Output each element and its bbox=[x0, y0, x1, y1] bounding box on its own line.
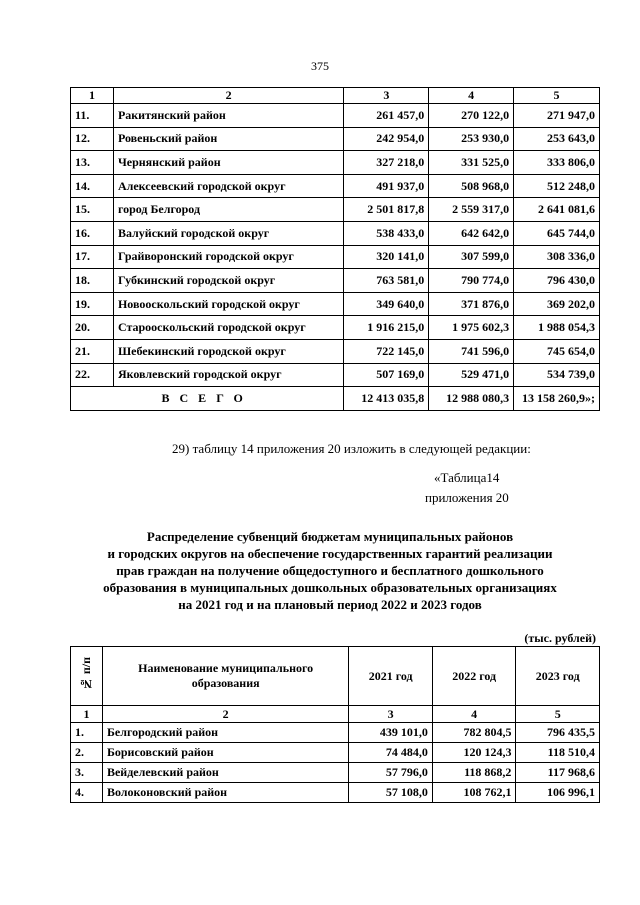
row-value: 74 484,0 bbox=[349, 743, 433, 763]
row-value: 439 101,0 bbox=[349, 723, 433, 743]
row-number: 12. bbox=[71, 127, 114, 151]
total-row bbox=[71, 387, 600, 411]
column-index: 3 bbox=[344, 88, 429, 104]
row-value: 261 457,0 bbox=[344, 104, 429, 128]
row-number: 19. bbox=[71, 292, 114, 316]
row-value: 308 336,0 bbox=[514, 245, 600, 269]
row-name: Чернянский район bbox=[113, 151, 343, 175]
row-value: 796 435,5 bbox=[516, 723, 600, 743]
row-name: Вейделевский район bbox=[102, 763, 348, 783]
row-value: 741 596,0 bbox=[429, 339, 514, 363]
header-year: 2023 год bbox=[516, 647, 600, 706]
row-value: 120 124,3 bbox=[432, 743, 516, 763]
row-value: 1 975 602,3 bbox=[429, 316, 514, 340]
row-value: 763 581,0 bbox=[344, 269, 429, 293]
row-value: 529 471,0 bbox=[429, 363, 514, 387]
title-line: и городских округов на обеспечение государственных гарантий реализации bbox=[107, 546, 553, 561]
row-value: 512 248,0 bbox=[514, 174, 600, 198]
row-name: Белгородский район bbox=[102, 723, 348, 743]
total-value: 12 413 035,8 bbox=[344, 387, 429, 411]
row-value: 333 806,0 bbox=[514, 151, 600, 175]
row-value: 369 202,0 bbox=[514, 292, 600, 316]
table-row bbox=[71, 339, 600, 363]
column-index: 1 bbox=[71, 88, 114, 104]
total-label: ВСЕГО bbox=[71, 387, 344, 411]
row-number: 16. bbox=[71, 221, 114, 245]
table-row bbox=[71, 151, 600, 175]
index-row bbox=[71, 706, 600, 723]
units-label: (тыс. рублей) bbox=[524, 631, 596, 645]
row-value: 642 642,0 bbox=[429, 221, 514, 245]
row-value: 2 559 317,0 bbox=[429, 198, 514, 222]
row-name: город Белгород bbox=[113, 198, 343, 222]
row-number: 4. bbox=[71, 783, 103, 803]
column-index: 5 bbox=[516, 706, 600, 723]
title-line: Распределение субвенций бюджетам муниципальных районов bbox=[146, 529, 514, 544]
row-value: 320 141,0 bbox=[344, 245, 429, 269]
row-name: Валуйский городской округ bbox=[113, 221, 343, 245]
header-number bbox=[71, 647, 103, 706]
row-number: 2. bbox=[71, 743, 103, 763]
row-value: 253 643,0 bbox=[514, 127, 600, 151]
total-value: 12 988 080,3 bbox=[429, 387, 514, 411]
row-number: 13. bbox=[71, 151, 114, 175]
row-value: 108 762,1 bbox=[432, 783, 516, 803]
row-value: 331 525,0 bbox=[429, 151, 514, 175]
row-name: Ровеньский район bbox=[113, 127, 343, 151]
table-reference: «Таблица14 bbox=[434, 470, 500, 485]
column-index: 4 bbox=[429, 88, 514, 104]
row-name: Новооскольский городской округ bbox=[113, 292, 343, 316]
row-value: 1 988 054,3 bbox=[514, 316, 600, 340]
row-number: 3. bbox=[71, 763, 103, 783]
row-value: 722 145,0 bbox=[344, 339, 429, 363]
row-name: Грайворонский городской округ bbox=[113, 245, 343, 269]
header-year: 2021 год bbox=[349, 647, 433, 706]
row-number: 18. bbox=[71, 269, 114, 293]
table-row bbox=[71, 198, 600, 222]
row-value: 538 433,0 bbox=[344, 221, 429, 245]
row-number: 17. bbox=[71, 245, 114, 269]
row-value: 327 218,0 bbox=[344, 151, 429, 175]
row-value: 57 108,0 bbox=[349, 783, 433, 803]
row-name: Шебекинский городской округ bbox=[113, 339, 343, 363]
row-value: 57 796,0 bbox=[349, 763, 433, 783]
row-name: Старооскольский городской округ bbox=[113, 316, 343, 340]
table-header-row bbox=[71, 88, 600, 104]
row-value: 117 968,6 bbox=[516, 763, 600, 783]
table-row bbox=[71, 221, 600, 245]
row-name: Ракитянский район bbox=[113, 104, 343, 128]
total-value: 13 158 260,9»; bbox=[514, 387, 600, 411]
table-row bbox=[71, 743, 600, 763]
table-row bbox=[71, 174, 600, 198]
table-row bbox=[71, 783, 600, 803]
row-value: 253 930,0 bbox=[429, 127, 514, 151]
row-value: 270 122,0 bbox=[429, 104, 514, 128]
row-value: 271 947,0 bbox=[514, 104, 600, 128]
table-row bbox=[71, 269, 600, 293]
table-row bbox=[71, 127, 600, 151]
row-number: 21. bbox=[71, 339, 114, 363]
table-row bbox=[71, 763, 600, 783]
row-value: 242 954,0 bbox=[344, 127, 429, 151]
row-name: Яковлевский городской округ bbox=[113, 363, 343, 387]
page-number: 375 bbox=[311, 59, 329, 73]
row-value: 1 916 215,0 bbox=[344, 316, 429, 340]
row-name: Губкинский городской округ bbox=[113, 269, 343, 293]
table-row bbox=[71, 723, 600, 743]
row-value: 2 641 081,6 bbox=[514, 198, 600, 222]
row-value: 507 169,0 bbox=[344, 363, 429, 387]
title-line: на 2021 год и на плановый период 2022 и 2023 годов bbox=[178, 597, 482, 612]
header-year: 2022 год bbox=[432, 647, 516, 706]
row-number: 20. bbox=[71, 316, 114, 340]
title-line: прав граждан на получение общедоступного и бесплатного дошкольного bbox=[116, 563, 544, 578]
table-header-row bbox=[71, 647, 600, 706]
subsidy-table-14 bbox=[70, 646, 600, 803]
table-row bbox=[71, 363, 600, 387]
column-index: 3 bbox=[349, 706, 433, 723]
row-number: 1. bbox=[71, 723, 103, 743]
table-title bbox=[60, 528, 600, 613]
row-name: Алексеевский городской округ bbox=[113, 174, 343, 198]
row-number: 11. bbox=[71, 104, 114, 128]
row-value: 118 868,2 bbox=[432, 763, 516, 783]
row-value: 790 774,0 bbox=[429, 269, 514, 293]
row-name: Борисовский район bbox=[102, 743, 348, 763]
column-index: 2 bbox=[102, 706, 348, 723]
table-row bbox=[71, 292, 600, 316]
amendment-paragraph: 29) таблицу 14 приложения 20 изложить в следующей редакции: bbox=[172, 441, 531, 456]
row-value: 645 744,0 bbox=[514, 221, 600, 245]
row-value: 508 968,0 bbox=[429, 174, 514, 198]
subsidy-table-continued bbox=[70, 87, 600, 411]
row-name: Волоконовский район bbox=[102, 783, 348, 803]
row-value: 371 876,0 bbox=[429, 292, 514, 316]
row-value: 307 599,0 bbox=[429, 245, 514, 269]
table-row bbox=[71, 104, 600, 128]
row-number: 14. bbox=[71, 174, 114, 198]
header-number-label: № п/п bbox=[78, 656, 93, 692]
column-index: 4 bbox=[432, 706, 516, 723]
row-number: 22. bbox=[71, 363, 114, 387]
row-number: 15. bbox=[71, 198, 114, 222]
row-value: 782 804,5 bbox=[432, 723, 516, 743]
row-value: 106 996,1 bbox=[516, 783, 600, 803]
header-name: Наименование муниципального образования bbox=[102, 647, 348, 706]
row-value: 534 739,0 bbox=[514, 363, 600, 387]
appendix-reference: приложения 20 bbox=[425, 490, 509, 505]
row-value: 349 640,0 bbox=[344, 292, 429, 316]
table-row bbox=[71, 316, 600, 340]
table-row bbox=[71, 245, 600, 269]
row-value: 745 654,0 bbox=[514, 339, 600, 363]
column-index: 5 bbox=[514, 88, 600, 104]
row-value: 2 501 817,8 bbox=[344, 198, 429, 222]
row-value: 118 510,4 bbox=[516, 743, 600, 763]
column-index: 1 bbox=[71, 706, 103, 723]
title-line: образования в муниципальных дошкольных образовательных организациях bbox=[103, 580, 557, 595]
row-value: 796 430,0 bbox=[514, 269, 600, 293]
row-value: 491 937,0 bbox=[344, 174, 429, 198]
column-index: 2 bbox=[113, 88, 343, 104]
